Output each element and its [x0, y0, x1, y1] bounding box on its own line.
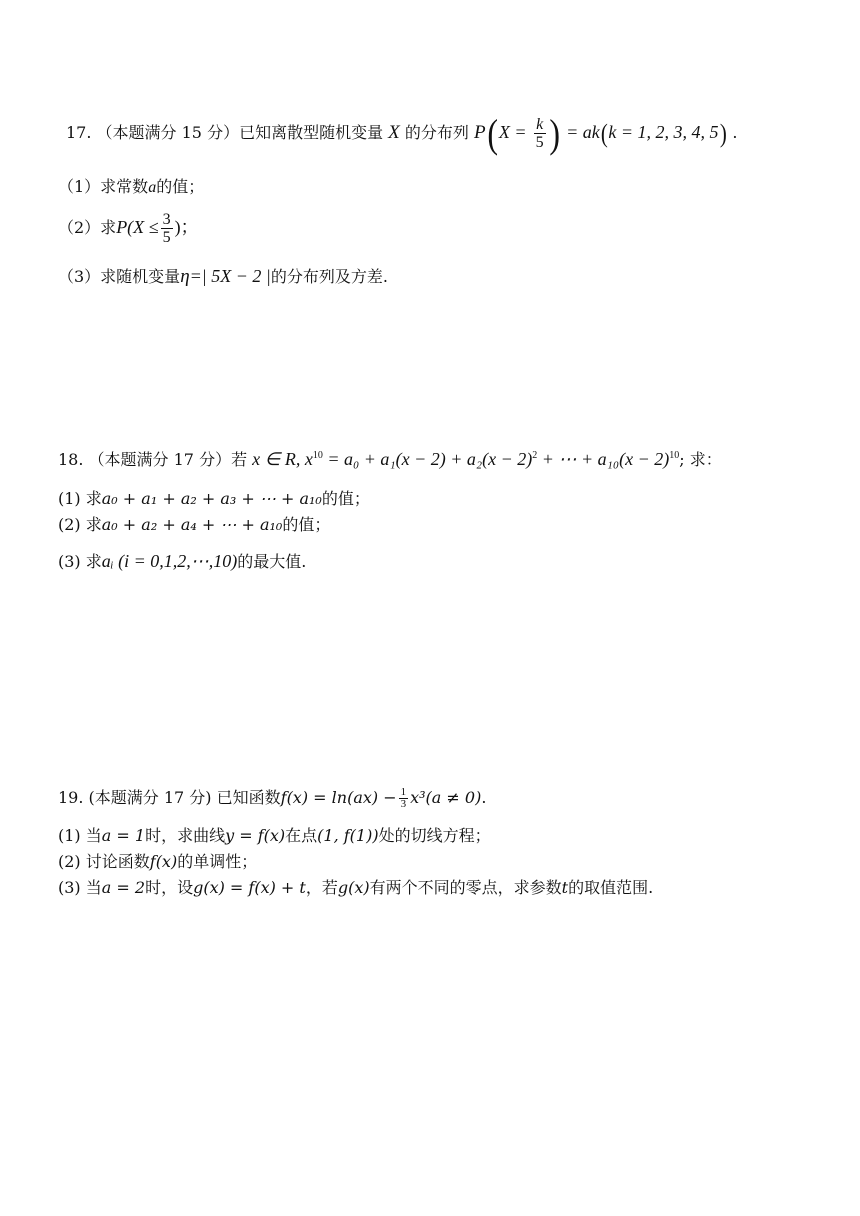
- q17-kset: k = 1, 2, 3, 4, 5: [608, 122, 719, 142]
- q18-p2-label: (2) 求: [58, 515, 102, 534]
- q18-sq: 2: [532, 450, 538, 461]
- q17-lead: 17. （本题满分 15 分）已知离散型随机变量: [66, 123, 384, 142]
- q17-var-x: X: [388, 122, 400, 143]
- q18-p3-end: 的最大值.: [237, 552, 307, 571]
- q17-part2: [58, 206, 199, 248]
- q18-part1: [58, 489, 370, 509]
- q19-p2-label: (2) 讨论函数: [58, 852, 150, 871]
- q17-p2-frac: [161, 211, 173, 246]
- q17-paren2-close: ): [719, 118, 727, 148]
- q18-cond: [252, 449, 679, 469]
- q19-p1-label: (1) 当: [58, 826, 102, 845]
- q17-p2-expr: P(X ≤: [116, 217, 159, 237]
- q17-paren-open: (: [486, 110, 498, 156]
- q17-p2-label: （2）求: [58, 218, 117, 237]
- q18-p1-end: 的值；: [321, 489, 370, 508]
- q17-p: P: [473, 122, 486, 143]
- q19-p1-end: 处的切线方程；: [378, 826, 491, 845]
- q17-part3: [58, 266, 388, 287]
- q19-frac-num: 1: [400, 786, 407, 798]
- q19-p3-a: a = 2: [101, 878, 146, 897]
- q17-part1: [58, 177, 204, 198]
- q17-frac-k5: [534, 116, 546, 151]
- q19-part2: [58, 852, 257, 872]
- q17-rhs-ak: ak: [582, 122, 600, 142]
- q17-p3-eta: η: [180, 266, 190, 287]
- q19-p3-label: (3) 当: [58, 878, 102, 897]
- q17-end: .: [732, 123, 738, 142]
- q19-p3-t: t: [561, 878, 569, 897]
- q17-p2-num: 3: [162, 211, 171, 228]
- q18-p2-expr: a₀ + a₂ + a₄ + ⋯ + a₁₀: [101, 515, 283, 534]
- q19-p3-g2: g(x): [337, 878, 370, 897]
- q18-p3-expr: aᵢ (i = 0,1,2,⋯,10): [101, 551, 238, 571]
- q18-rhs2: + ⋯ + a₁₀(x − 2): [537, 449, 670, 469]
- q19-x3: x³(a ≠ 0): [410, 788, 482, 807]
- q18-lead: 18. （本题满分 17 分）若: [58, 450, 248, 469]
- q19-p1-mid: 时，求曲线: [145, 826, 226, 845]
- q19-p2-end: 的单调性；: [177, 852, 258, 871]
- q17-mid: 的分布列: [404, 123, 469, 142]
- q19-fx: f(x) = ln(ax) −: [280, 788, 397, 807]
- q19-part1: [58, 826, 491, 846]
- q17-p3-end: 的分布列及方差.: [270, 267, 388, 286]
- q18-cond-text: x ∈ R, x: [252, 449, 313, 469]
- q19-p3-end: 的取值范围.: [568, 878, 654, 897]
- q18-rhs: = a₀ + a₁(x − 2) + a₂(x − 2): [322, 449, 533, 469]
- q18-exp10b: 10: [669, 450, 680, 461]
- q18-part3: [58, 551, 306, 572]
- q19-frac: [399, 787, 409, 810]
- q17-paren-close: ): [549, 110, 560, 156]
- q19-part3: [58, 878, 653, 898]
- q18-exp10: 10: [312, 450, 323, 461]
- q19-p1-pt-expr: (1, f(1)): [317, 826, 379, 845]
- q17-p2-end: )；: [174, 217, 199, 237]
- q19-end: .: [481, 788, 487, 807]
- q17-p2-den: 5: [162, 229, 171, 246]
- q19-p1-y: y = f(x): [225, 826, 286, 845]
- q19-frac-den: 3: [400, 798, 407, 810]
- q19-lead: 19. (本题满分 17 分) 已知函数: [58, 788, 281, 807]
- q19-p3-mid2: ，若: [305, 878, 338, 897]
- q17-paren2-open: (: [600, 118, 608, 148]
- q19-p2-f: f(x): [149, 852, 178, 871]
- q19-p1-a: a = 1: [101, 826, 146, 845]
- q17-p1-label: （1）求常数: [58, 177, 149, 196]
- q19-p1-pt: 在点: [285, 826, 318, 845]
- q19-p3-g: g(x) = f(x) + t: [193, 878, 306, 897]
- q18-p2-end: 的值；: [282, 515, 331, 534]
- q17-x-eq: X =: [498, 122, 527, 142]
- q19-stem: [58, 784, 486, 812]
- q17-rhs: = ak: [566, 122, 600, 142]
- q17-frac-num: k: [536, 116, 544, 133]
- q17-p1-end: 的值；: [156, 177, 205, 196]
- q18-p1-expr: a₀ + a₁ + a₂ + a₃ + ⋯ + a₁₀: [101, 489, 322, 508]
- q17-p1-a: a: [148, 179, 157, 196]
- q17-frac-den: 5: [535, 134, 544, 151]
- q17-p3-label: （3）求随机变量: [58, 267, 181, 286]
- q17-p3-expr: =| 5X − 2 |: [189, 266, 271, 286]
- q18-part2: [58, 515, 330, 535]
- q18-end: ; 求：: [679, 450, 722, 469]
- q19-p3-mid3: 有两个不同的零点，求参数: [369, 878, 562, 897]
- q18-stem: [58, 449, 722, 470]
- q18-p1-label: (1) 求: [58, 489, 102, 508]
- q18-p3-label: (3) 求: [58, 552, 102, 571]
- q17-stem: [66, 110, 738, 156]
- q19-p3-mid: 时，设: [145, 878, 194, 897]
